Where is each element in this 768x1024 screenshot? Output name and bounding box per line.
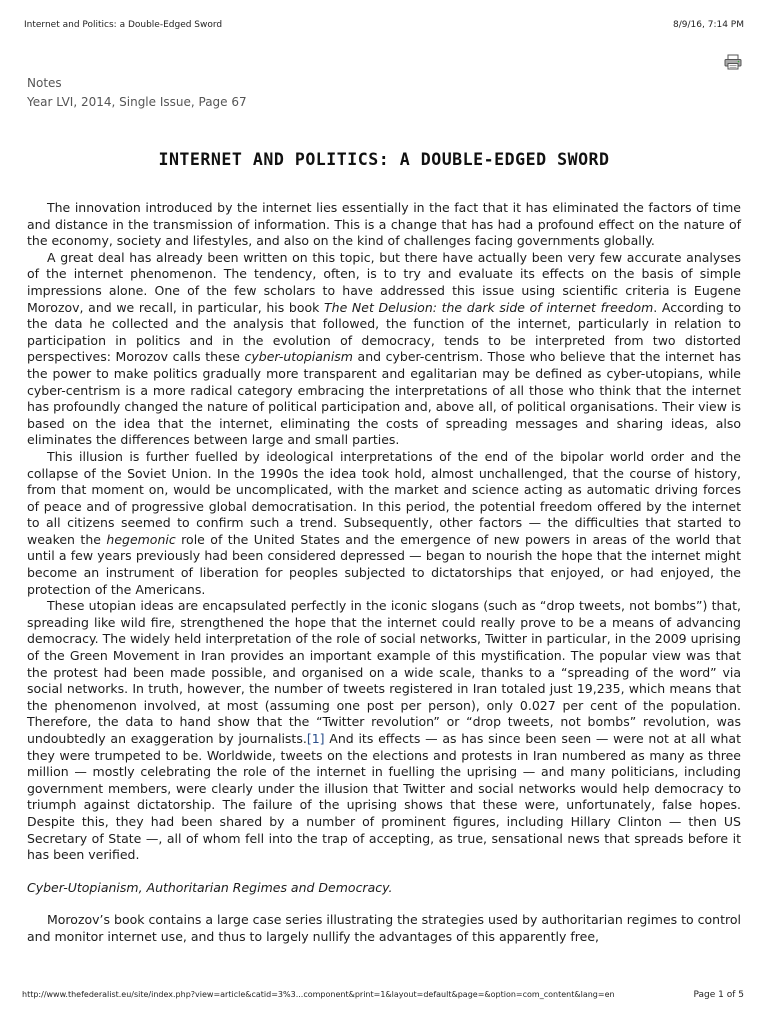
paragraph-2-text-a: A great deal has already been written on this topic, but there have actually been very few accurate analyses of the internet phenomenon. The tendency, often, is to try and evaluate its effects on the basis of simple impressions alone. One of the few scholars to have addressed this issue using scientific criteria is Eugene Morozov, and we recall, in particular, his book xyxy=(27,249,741,315)
article-title: INTERNET AND POLITICS: A DOUBLE-EDGED SWORD xyxy=(158,150,610,169)
book-title: The Net Delusion: the dark side of internet freedom xyxy=(324,299,654,315)
page-url: http://www.thefederalist.eu/site/index.php?view=article&catid=3%3...component&print=1&layout=default&page=&option=com_content&lang=en xyxy=(22,990,615,999)
paragraph-4-text-a: These utopian ideas are encapsulated perfectly in the iconic slogans (such as “drop tweets, not bombs”) that, spreading like wild fire, strengthened the hope that the internet could really prove to be a means of advancing democracy. The widely held interpretation of the role of social networks, Twitter in particular, in the 2009 uprising of the Green Movement in Iran provides an important example of this mystification. The popular view was that the protest had been made possible, and organised on a wide scale, thanks to a “spreading of the word” via social networks. In truth, however, the number of tweets registered in Iran totaled just 19,235, which means that the phenomenon involved, at most (assuming one post per person), only 0.027 per cent of the population. Therefore, the data to hand show that the “Twitter revolution” or “drop tweets, not bombs” revolution, was undoubtedly an exaggeration by journalists. xyxy=(27,598,741,746)
printer-icon[interactable] xyxy=(724,54,742,70)
section-label: Notes xyxy=(27,76,62,90)
paragraph-4 xyxy=(27,598,741,864)
paragraph-2 xyxy=(27,250,741,449)
paragraph-5: Morozov’s book contains a large case series illustrating the strategies used by authoritarian regimes to control and monitor internet use, and thus to largely nullify the advantages of this apparently free, xyxy=(27,912,741,944)
page-number: Page 1 of 5 xyxy=(693,990,744,1000)
footnote-link[interactable]: [1] xyxy=(306,731,325,746)
paragraph-3-text-b: role of the United States and the emergence of new powers in areas of the world that until a few years previously had been considered depressed — began to nourish the hope that the internet might become an instrument of liberation for peoples subjected to dictatorships that enjoyed, or had enjoyed, the protection of the Americans. xyxy=(27,531,741,597)
paragraph-2-text-b: . According to the data he collected and the analysis that followed, the function of the internet, particularly in relation to participation in politics and in the evolution of democracy, tends to be interpreted from two distorted perspectives: Morozov calls these xyxy=(27,299,741,365)
paragraph-2-text-c: and cyber-centrism. Those who believe that the internet has the power to make politics gradually more transparent and egalitarian may be defined as cyber-utopians, while cyber-centrism is a more radical category embracing the interpretations of all those who think that the internet has profoundly changed the nature of political participation and, above all, of political organisations. Their view is based on the idea that the internet, eliminating the costs of spreading messages and sharing ideas, also eliminates the differences between large and small parties. xyxy=(27,349,741,448)
article-meta xyxy=(27,74,247,112)
paragraph-1: The innovation introduced by the internet lies essentially in the fact that it has eliminated the factors of time and distance in the transmission of information. This is a change that has had a profound effect on the nature of the economy, society and lifestyles, and also on the kind of challenges facing governments globally. xyxy=(27,200,741,249)
paragraph-3 xyxy=(27,449,741,598)
paragraph-4-text-b: And its effects — as has since been seen — were not at all what they were trumpeted to be. Worldwide, tweets on the elections and protests in Iran numbered as many as three million — mostly celebrating the role of the internet in fuelling the uprising — and many politicians, including government members, were clearly under the illusion that Twitter and social networks would help democracy to triumph against dictatorship. The failure of the uprising shows that these were, unfortunately, false hopes. Despite this, they had been shared by a number of prominent figures, including Hillary Clinton — then US Secretary of State —, all of whom fell into the trap of accepting, as true, sensational news that spreads before it has been verified. xyxy=(27,731,741,863)
article-body xyxy=(27,200,741,946)
print-footer xyxy=(22,990,744,1004)
print-header-title: Internet and Politics: a Double-Edged Sword xyxy=(24,20,223,30)
section-subheading: Cyber-Utopianism, Authoritarian Regimes and Democracy. xyxy=(27,879,393,895)
print-header xyxy=(24,20,744,34)
term-cyber-utopianism: cyber-utopianism xyxy=(244,349,353,365)
issue-info: Year LVI, 2014, Single Issue, Page 67 xyxy=(27,95,247,109)
paragraph-3-text-a: This illusion is further fuelled by ideological interpretations of the end of the bipolar world order and the collapse of the Soviet Union. In the 1990s the idea took hold, almost unchallenged, that the course of history, from that moment on, would be uncomplicated, with the market and science acting as automatic driving forces of peace and of progressive global democratisation. In this period, the potential freedom offered by the internet to all citizens seemed to confirm such a trend. Subsequently, other factors — the difficulties that started to weaken the xyxy=(27,448,741,547)
print-header-datetime: 8/9/16, 7:14 PM xyxy=(673,20,744,30)
term-hegemonic: hegemonic xyxy=(106,531,176,547)
